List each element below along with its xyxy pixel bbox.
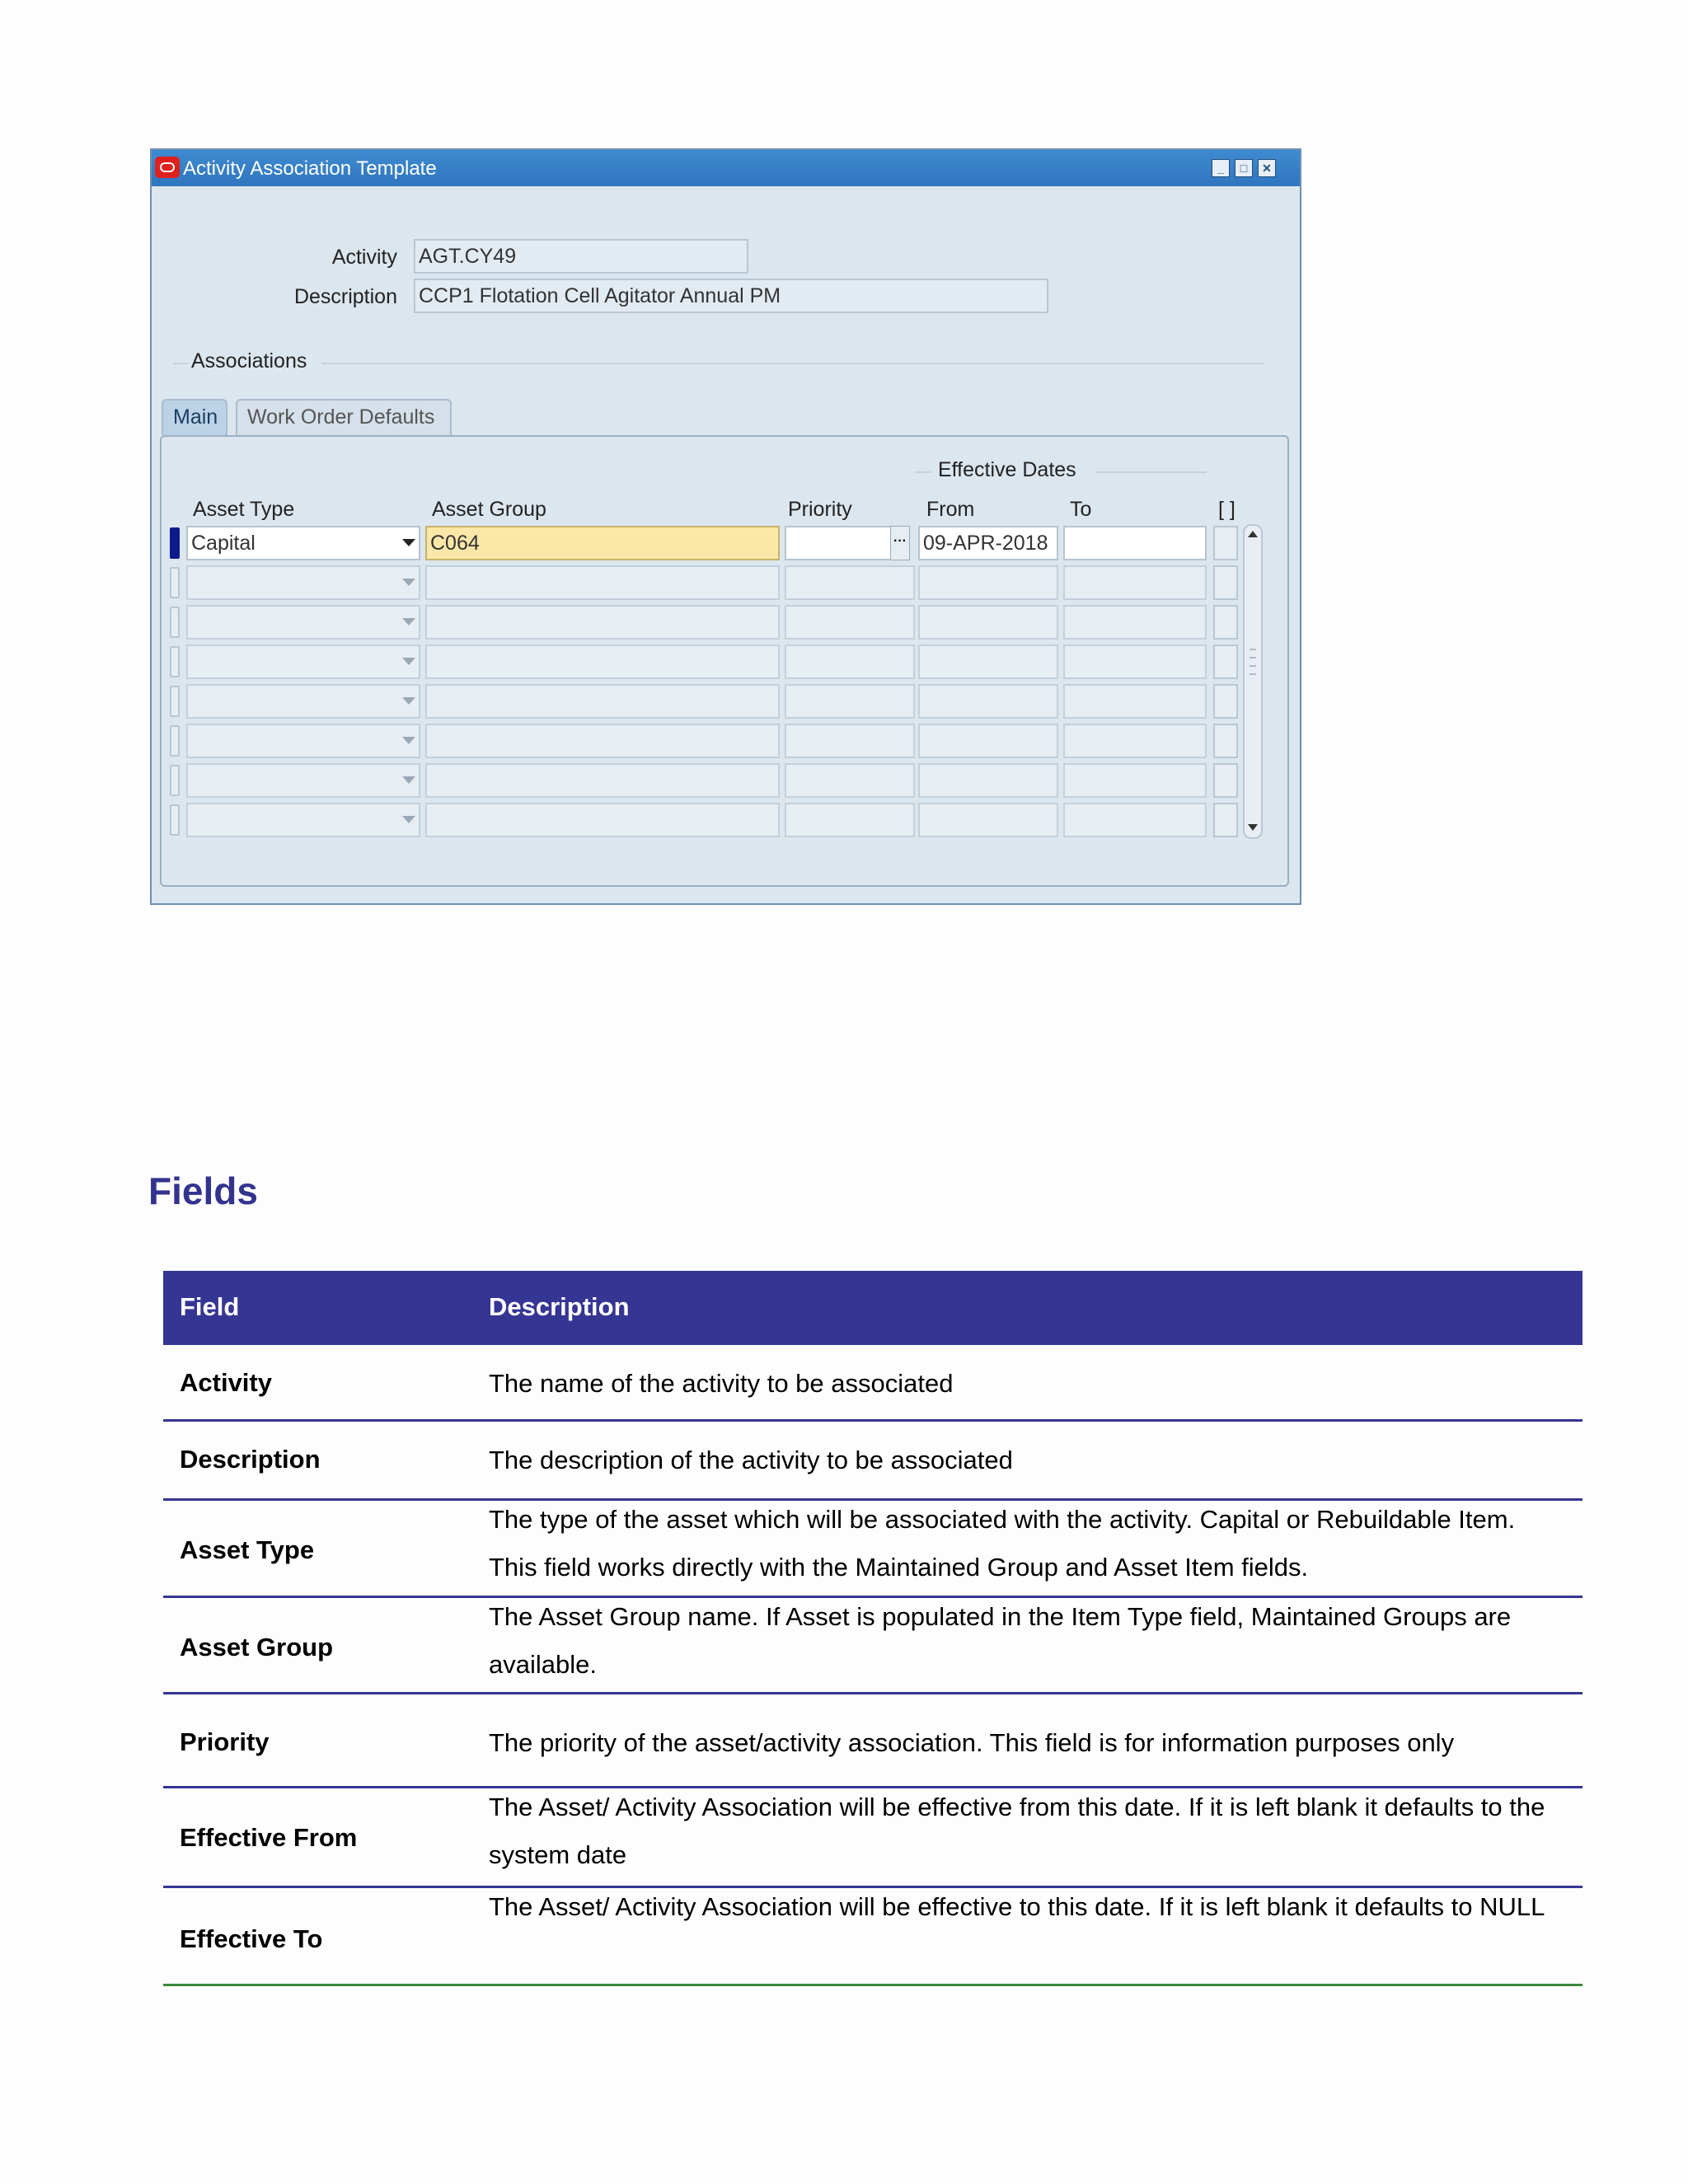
table-row [163, 1788, 1582, 1886]
oracle-logo-icon [155, 157, 180, 178]
close-icon[interactable]: ✕ [1258, 159, 1276, 177]
table-header [163, 1271, 1582, 1345]
from-date-input[interactable]: 09-APR-2018 [918, 526, 1058, 560]
from-date-input[interactable] [918, 684, 1058, 719]
field-description: The type of the asset which will be associated with the activity. Capital or Rebuildable Item. This field works directly with the Maintained Group and Asset Item fields. [489, 1505, 1516, 1582]
flex-field[interactable] [1213, 605, 1238, 640]
effective-dates-divider-left [915, 471, 931, 473]
scroll-down-icon[interactable] [1248, 824, 1258, 831]
minimize-icon[interactable]: _ [1212, 159, 1230, 177]
associations-divider-left [173, 363, 188, 364]
priority-input[interactable] [785, 644, 915, 679]
chevron-down-icon[interactable] [402, 579, 415, 586]
table-row [163, 1501, 1582, 1596]
section-heading: Fields [148, 1169, 258, 1212]
effective-dates-label: Effective Dates [938, 458, 1076, 481]
col-priority: Priority [788, 498, 852, 521]
asset-type-select[interactable] [186, 684, 420, 719]
asset-type-select[interactable] [186, 803, 420, 837]
asset-group-input[interactable] [425, 605, 780, 640]
records-scrollbar[interactable] [1243, 524, 1263, 839]
field-name: Asset Type [180, 1535, 315, 1564]
record-indicator[interactable] [170, 686, 180, 717]
asset-type-select[interactable] [186, 565, 420, 600]
priority-input[interactable] [785, 763, 915, 798]
from-date-input[interactable] [918, 803, 1058, 837]
flex-field[interactable] [1213, 526, 1238, 560]
asset-group-input[interactable] [425, 724, 780, 758]
priority-input[interactable] [785, 526, 892, 560]
flex-field[interactable] [1213, 565, 1238, 600]
field-name: Effective To [180, 1924, 323, 1953]
priority-input[interactable] [785, 803, 915, 837]
field-name: Description [180, 1445, 321, 1474]
priority-input[interactable] [785, 724, 915, 758]
asset-type-select[interactable] [186, 605, 420, 640]
asset-type-select[interactable] [186, 526, 420, 560]
activity-field[interactable]: AGT.CY49 [414, 239, 748, 274]
flex-field[interactable] [1213, 763, 1238, 798]
associations-divider [321, 363, 1264, 364]
scrollbar-arrows [1245, 526, 1261, 837]
maximize-icon[interactable]: □ [1235, 159, 1253, 177]
scroll-up-icon[interactable] [1248, 531, 1258, 537]
flex-field[interactable] [1213, 803, 1238, 837]
record-indicator-current[interactable] [170, 527, 180, 559]
chevron-down-icon[interactable] [402, 618, 415, 626]
table-bottom-border [163, 1984, 1582, 1986]
field-name: Priority [180, 1727, 270, 1756]
asset-type-value: Capital [191, 532, 256, 555]
table-row [163, 1598, 1582, 1692]
from-date-input[interactable] [918, 644, 1058, 679]
window-title: Activity Association Template [183, 157, 437, 180]
tab-work-order-defaults[interactable]: Work Order Defaults [236, 399, 452, 435]
record-indicator[interactable] [170, 765, 180, 796]
header-field: Field [180, 1292, 240, 1321]
col-asset-group: Asset Group [432, 498, 546, 521]
priority-input[interactable] [785, 605, 915, 640]
flex-field[interactable] [1213, 644, 1238, 679]
flex-field[interactable] [1213, 724, 1238, 758]
chevron-down-icon[interactable] [402, 816, 415, 823]
field-description: The priority of the asset/activity association. This field is for information purposes only [489, 1728, 1455, 1757]
to-date-input[interactable] [1063, 526, 1207, 560]
chevron-down-icon[interactable] [402, 658, 415, 665]
col-flex: [ ] [1218, 498, 1236, 521]
associations-label: Associations [191, 349, 307, 373]
chevron-down-icon[interactable] [402, 737, 415, 744]
table-row [163, 1345, 1582, 1419]
from-date-input[interactable] [918, 605, 1058, 640]
to-date-input[interactable] [1063, 763, 1207, 798]
chevron-down-icon[interactable] [402, 776, 415, 784]
record-indicator[interactable] [170, 804, 180, 836]
header-description: Description [489, 1292, 630, 1321]
flex-field[interactable] [1213, 684, 1238, 719]
chevron-down-icon[interactable] [402, 697, 415, 705]
window-titlebar[interactable] [152, 150, 1300, 186]
record-indicator[interactable] [170, 607, 180, 638]
to-date-input[interactable] [1063, 803, 1207, 837]
effective-dates-divider [1096, 471, 1207, 473]
asset-type-select[interactable] [186, 644, 420, 679]
table-row [163, 1888, 1582, 1984]
record-indicator[interactable] [170, 646, 180, 677]
from-date-input[interactable] [918, 724, 1058, 758]
activity-label: Activity [331, 246, 397, 269]
table-row [163, 1422, 1582, 1498]
to-date-input[interactable] [1063, 684, 1207, 719]
priority-input[interactable] [785, 565, 915, 600]
col-from: From [926, 498, 975, 521]
field-name: Asset Group [180, 1633, 334, 1661]
field-description: The Asset/ Activity Association will be effective from this date. If it is left blank it defaults to the system date [489, 1793, 1545, 1869]
asset-group-input[interactable]: C064 [425, 526, 780, 560]
field-description: The name of the activity to be associated [489, 1369, 954, 1398]
field-description: The Asset Group name. If Asset is populated in the Item Type field, Maintained Groups are available. [489, 1602, 1512, 1679]
from-date-input[interactable] [918, 565, 1058, 600]
asset-type-select[interactable] [186, 763, 420, 798]
asset-group-input[interactable] [425, 644, 780, 679]
field-name: Effective From [180, 1823, 358, 1852]
record-indicator[interactable] [170, 567, 180, 598]
asset-group-input[interactable] [425, 565, 780, 600]
to-date-input[interactable] [1063, 565, 1207, 600]
record-indicator[interactable] [170, 725, 180, 757]
list-of-values-icon[interactable]: ··· [890, 526, 910, 560]
to-date-input[interactable] [1063, 644, 1207, 679]
priority-input[interactable] [785, 684, 915, 719]
to-date-input[interactable] [1063, 605, 1207, 640]
to-date-input[interactable] [1063, 724, 1207, 758]
field-description: The description of the activity to be associated [489, 1446, 1013, 1474]
asset-type-select[interactable] [186, 724, 420, 758]
asset-group-input[interactable] [425, 763, 780, 798]
chevron-down-icon[interactable] [402, 539, 415, 546]
field-name: Activity [180, 1368, 272, 1397]
from-date-input[interactable] [918, 763, 1058, 798]
description-label: Description [293, 285, 397, 308]
asset-group-input[interactable] [425, 684, 780, 719]
table-row [163, 1694, 1582, 1786]
field-description: The Asset/ Activity Association will be effective to this date. If it is left blank it defaults to NULL [489, 1892, 1545, 1921]
col-asset-type: Asset Type [193, 498, 295, 521]
description-field[interactable]: CCP1 Flotation Cell Agitator Annual PM [414, 279, 1048, 313]
tab-main[interactable]: Main [162, 399, 227, 435]
col-to: To [1070, 498, 1092, 521]
asset-group-input[interactable] [425, 803, 780, 837]
